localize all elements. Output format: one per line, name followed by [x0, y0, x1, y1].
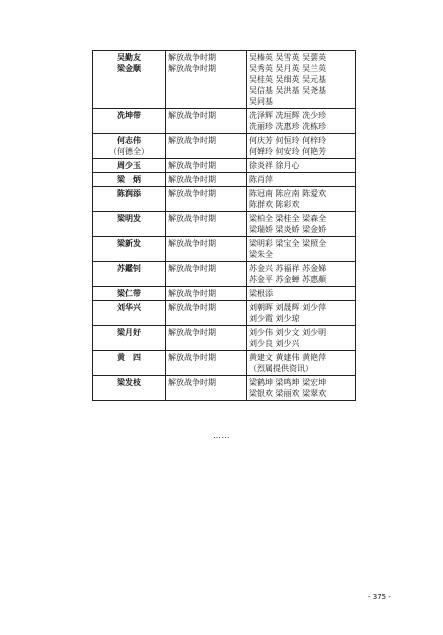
name-cell	[93, 351, 166, 376]
name-text: 吴勤友	[117, 53, 141, 62]
relatives-text: 冼丽珍 冼惠珍 冼栋珍	[249, 122, 327, 131]
table-row	[93, 326, 356, 351]
period-text: 解放战争时期	[168, 189, 216, 198]
relatives-cell	[247, 262, 356, 287]
name-text: 何志伟	[117, 136, 141, 145]
relatives-cell	[247, 134, 356, 159]
relatives-text: 何庆芳 何恒玲 何梓玲	[249, 136, 327, 145]
name-text: 梁新发	[117, 239, 141, 248]
relatives-text: 梁明彩 梁宝全 梁照全	[249, 239, 327, 248]
period-cell	[166, 301, 247, 326]
period-cell	[166, 237, 247, 262]
period-text: 解放战争时期	[168, 53, 216, 62]
name-text: 刘华兴	[117, 303, 141, 312]
period-text: 解放战争时期	[168, 353, 216, 362]
period-text: 解放战争时期	[168, 328, 216, 337]
relatives-cell	[247, 109, 356, 134]
martyr-family-table	[92, 50, 356, 401]
period-cell	[166, 287, 247, 301]
name-text: 冼坤带	[117, 111, 141, 120]
relatives-text: 陈肖萍	[249, 175, 273, 184]
relatives-text: 陈冠南 陈应南 陈爱欢	[249, 189, 327, 198]
relatives-text: 梁根添	[249, 289, 273, 298]
relatives-text: 苏金平 苏金蝉 苏惠顏	[249, 275, 327, 284]
table-row	[93, 109, 356, 134]
period-text: 解放战争时期	[168, 289, 216, 298]
relatives-text: 梁柏全 梁桂全 梁森全	[249, 214, 327, 223]
period-cell	[166, 326, 247, 351]
period-text: 解放战争时期	[168, 378, 216, 387]
relatives-text: （烈属提供资讯）	[249, 364, 313, 373]
period-cell	[166, 376, 247, 401]
relatives-text: 梁鹤坤 梁鸣坤 梁宏坤	[249, 378, 327, 387]
relatives-text: 冼泽辉 冼垣辉 冼少珍	[249, 111, 327, 120]
relatives-cell	[247, 287, 356, 301]
name-text: （何德全）	[109, 147, 149, 156]
relatives-text: 刘朝晖 刘晟辉 刘少萍	[249, 303, 327, 312]
table-body	[93, 51, 356, 401]
relatives-cell	[247, 51, 356, 109]
period-cell	[166, 173, 247, 187]
relatives-text: 苏金兴 苏福祥 苏金娣	[249, 264, 327, 273]
period-cell	[166, 159, 247, 173]
relatives-text: 梁瑞娇 梁炎娇 梁金娇	[249, 225, 327, 234]
name-text: 梁月好	[117, 328, 141, 337]
page-number: - 375 -	[368, 593, 391, 601]
table-row	[93, 159, 356, 173]
period-cell	[166, 109, 247, 134]
name-cell	[93, 159, 166, 173]
table-row	[93, 301, 356, 326]
relatives-cell	[247, 351, 356, 376]
relatives-text: 吴同基	[249, 97, 273, 106]
name-cell	[93, 237, 166, 262]
period-cell	[166, 212, 247, 237]
relatives-text: 吴桂英 吴细英 吴元基	[249, 75, 327, 84]
name-text: 梁金顺	[117, 64, 141, 73]
table-row	[93, 134, 356, 159]
name-text: 梁 炳	[117, 175, 141, 184]
name-cell	[93, 287, 166, 301]
name-text: 苏鑑钊	[117, 264, 141, 273]
table-row	[93, 262, 356, 287]
name-cell	[93, 376, 166, 401]
period-text: 解放战争时期	[168, 264, 216, 273]
period-text: 解放战争时期	[168, 214, 216, 223]
period-cell	[166, 187, 247, 212]
name-cell	[93, 326, 166, 351]
relatives-text: 吴榛英 吴雪英 吴蕓英	[249, 53, 327, 62]
relatives-text: 何婵玲 何安玲 何艳芳	[249, 147, 327, 156]
period-text: 解放战争时期	[168, 239, 216, 248]
name-cell	[93, 187, 166, 212]
relatives-text: 陈群欢 陈彩欢	[249, 200, 300, 209]
name-cell	[93, 173, 166, 187]
relatives-text: 吴信基 吴洪基 吴尧基	[249, 86, 327, 95]
relatives-cell	[247, 173, 356, 187]
name-text: 梁仁带	[117, 289, 141, 298]
relatives-text: 梁银欢 梁丽欢 梁翠欢	[249, 389, 327, 398]
name-text: 周少玉	[117, 161, 141, 170]
relatives-cell	[247, 301, 356, 326]
table-row	[93, 212, 356, 237]
table-row	[93, 51, 356, 109]
table-row	[93, 351, 356, 376]
period-text: 解放战争时期	[168, 64, 216, 73]
table-row	[93, 237, 356, 262]
table-row	[93, 187, 356, 212]
continuation-ellipsis: ……	[213, 431, 230, 440]
relatives-cell	[247, 212, 356, 237]
relatives-text: 刘少良 刘少兴	[249, 339, 300, 348]
period-text: 解放战争时期	[168, 303, 216, 312]
relatives-cell	[247, 237, 356, 262]
name-cell	[93, 262, 166, 287]
period-cell	[166, 351, 247, 376]
period-cell	[166, 262, 247, 287]
name-cell	[93, 109, 166, 134]
name-text: 黄 四	[117, 353, 141, 362]
period-text: 解放战争时期	[168, 111, 216, 120]
relatives-cell	[247, 326, 356, 351]
name-cell	[93, 134, 166, 159]
relatives-text: 黄建文 黄建伟 黄艳萍	[249, 353, 327, 362]
relatives-cell	[247, 187, 356, 212]
name-cell	[93, 51, 166, 109]
name-cell	[93, 212, 166, 237]
relatives-text: 吴秀英 吴月英 吴兰英	[249, 64, 327, 73]
relatives-text: 梁朱全	[249, 250, 273, 259]
relatives-cell	[247, 376, 356, 401]
name-cell	[93, 301, 166, 326]
name-text: 梁明发	[117, 214, 141, 223]
period-cell	[166, 51, 247, 109]
period-text: 解放战争时期	[168, 175, 216, 184]
relatives-cell	[247, 159, 356, 173]
period-text: 解放战争时期	[168, 136, 216, 145]
table-row	[93, 376, 356, 401]
period-text: 解放战争时期	[168, 161, 216, 170]
table-row	[93, 173, 356, 187]
relatives-text: 刘少霞 刘少琼	[249, 314, 300, 323]
table-row	[93, 287, 356, 301]
period-cell	[166, 134, 247, 159]
name-text: 陈润添	[117, 189, 141, 198]
relatives-text: 徐炎祥 徐月心	[249, 161, 300, 170]
name-text: 梁发枝	[117, 378, 141, 387]
relatives-text: 刘少伟 刘少文 刘少明	[249, 328, 327, 337]
